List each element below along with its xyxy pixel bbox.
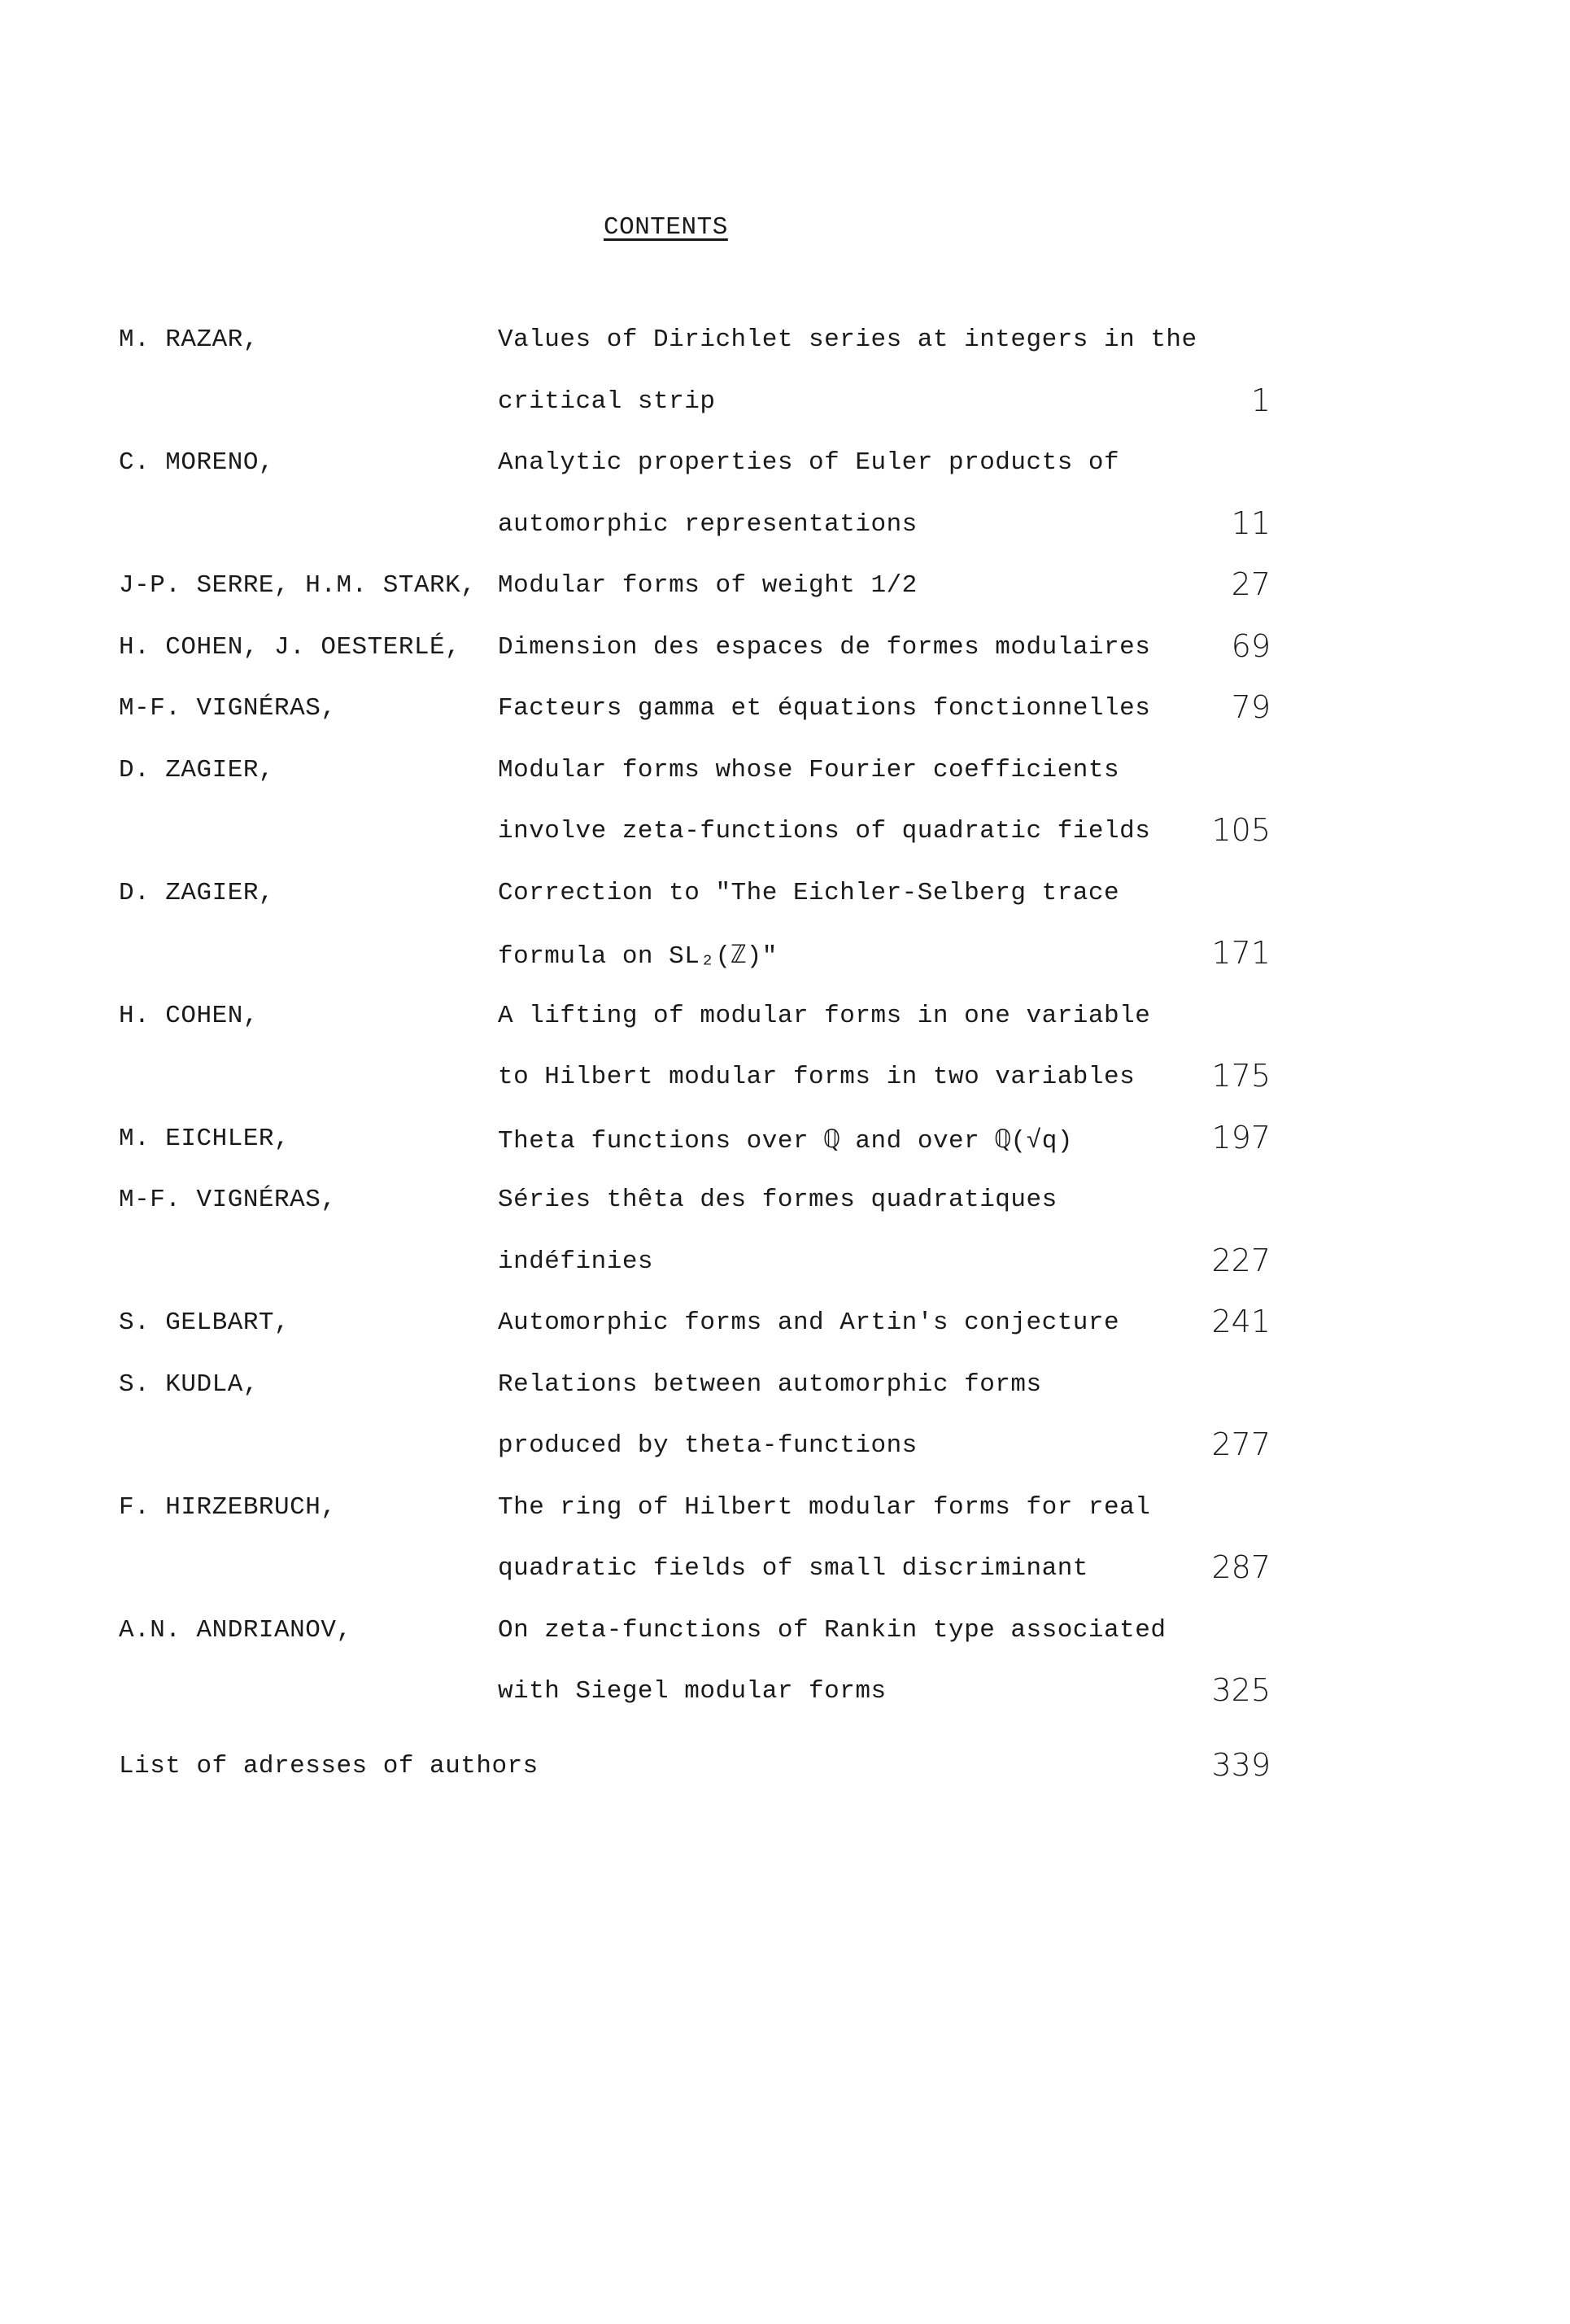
entry-page-number: 197 xyxy=(1211,1119,1271,1155)
entry-title-line: critical strip xyxy=(498,387,716,416)
entry-author: M. RAZAR, xyxy=(119,325,259,354)
entry-author: M-F. VIGNÉRAS, xyxy=(119,1186,337,1214)
entry-title-line: automorphic representations xyxy=(498,509,918,539)
entry-title-line: Analytic properties of Euler products of xyxy=(498,448,1120,477)
entry-title-line: Relations between automorphic forms xyxy=(498,1370,1042,1399)
entry-page-number: 241 xyxy=(1211,1304,1271,1339)
entry-author: H. COHEN, xyxy=(119,1001,259,1030)
entry-page-number: 277 xyxy=(1211,1426,1271,1462)
entry-title-line: A lifting of modular forms in one variable xyxy=(498,1001,1151,1030)
entry-author: F. HIRZEBRUCH, xyxy=(119,1492,337,1522)
entry-page-number: 11 xyxy=(1231,505,1271,541)
entry-page-number: 325 xyxy=(1211,1672,1271,1708)
entry-page-number: 227 xyxy=(1211,1242,1271,1278)
entry-title-line: Séries thêta des formes quadratiques xyxy=(498,1186,1058,1214)
authors-addresses-label: List of adresses of authors xyxy=(119,1751,539,1780)
entry-author: M. EICHLER, xyxy=(119,1124,290,1153)
entry-page-number: 1 xyxy=(1250,382,1271,418)
entry-author: H. COHEN, J. OESTERLÉ, xyxy=(119,632,461,662)
entry-page-number: 287 xyxy=(1211,1549,1271,1585)
entry-author: M-F. VIGNÉRAS, xyxy=(119,694,337,723)
entry-page-number: 69 xyxy=(1231,627,1271,664)
entry-title-line: quadratic fields of small discriminant xyxy=(498,1554,1088,1583)
entry-title-line: produced by theta-functions xyxy=(498,1431,918,1460)
entry-title-line: with Siegel modular forms xyxy=(498,1677,887,1706)
entry-title-line: Correction to "The Eichler-Selberg trace xyxy=(498,878,1120,907)
entry-title-line: to Hilbert modular forms in two variables xyxy=(498,1063,1136,1091)
authors-addresses-page-number: 339 xyxy=(1211,1746,1271,1783)
entry-page-number: 79 xyxy=(1231,689,1271,725)
entry-title-line: involve zeta-functions of quadratic fields xyxy=(498,817,1151,845)
entry-author: S. KUDLA, xyxy=(119,1370,259,1399)
entry-page-number: 175 xyxy=(1211,1058,1271,1094)
entry-title-line: On zeta-functions of Rankin type associated xyxy=(498,1615,1167,1645)
entry-title-line: Dimension des espaces de formes modulaires xyxy=(498,632,1151,662)
entry-author: A.N. ANDRIANOV, xyxy=(119,1615,352,1645)
page-title: CONTENTS xyxy=(604,213,728,242)
entry-title-line: indéfinies xyxy=(498,1247,654,1276)
entry-title-line: Modular forms of weight 1/2 xyxy=(498,571,918,600)
entry-page-number: 27 xyxy=(1231,566,1271,602)
entry-author: D. ZAGIER, xyxy=(119,755,275,784)
entry-author: J-P. SERRE, H.M. STARK, xyxy=(119,571,477,600)
entry-title-line: Automorphic forms and Artin's conjecture xyxy=(498,1308,1120,1337)
entry-author: D. ZAGIER, xyxy=(119,878,275,907)
entry-title-line: The ring of Hilbert modular forms for real xyxy=(498,1492,1151,1522)
entry-title-line: Modular forms whose Fourier coefficients xyxy=(498,755,1120,784)
entry-title-line: Theta functions over ℚ and over ℚ(√q) xyxy=(498,1126,1073,1155)
entry-title-line: Values of Dirichlet series at integers in the xyxy=(498,325,1197,354)
entry-title-line: Facteurs gamma et équations fonctionnelles xyxy=(498,694,1151,723)
entry-page-number: 105 xyxy=(1211,812,1271,848)
entry-page-number: 171 xyxy=(1211,935,1271,971)
entry-author: C. MORENO, xyxy=(119,448,275,477)
entry-title-line: formula on SL₂(ℤ)" xyxy=(498,942,778,971)
entry-author: S. GELBART, xyxy=(119,1308,290,1337)
